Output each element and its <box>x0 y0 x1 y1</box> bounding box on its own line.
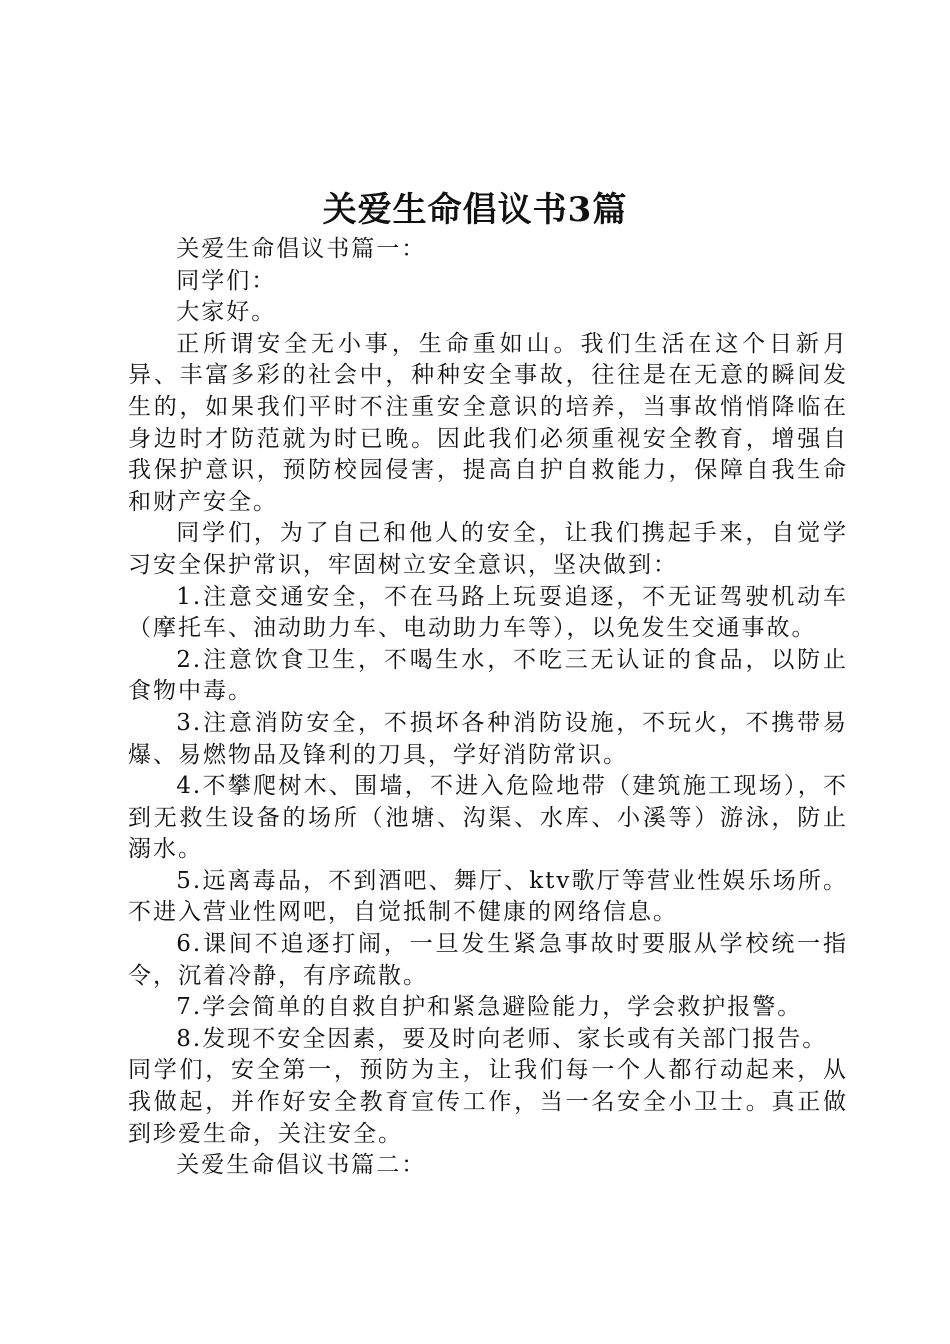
section-heading: 关爱生命倡议书篇一： <box>176 236 427 262</box>
closing-paragraph: 同学们，安全第一，预防为主，让我们每一个人都行动起来，从我做起，并作好安全教育宣传工作，当一名安全小卫士。真正做到珍爱生命，关注安全。 <box>128 1057 848 1147</box>
salutation: 同学们： <box>176 267 277 294</box>
list-item: 2.注意饮食卫生，不喝生水，不吃三无认证的食品，以防止食物中毒。 <box>128 646 848 705</box>
list-item: 4.不攀爬树木、围墙，不进入危险地带（建筑施工现场），不到无救生设备的场所（池塘、沟渠、水库、小溪等）游泳，防止溺水。 <box>128 773 848 863</box>
list-item: 8.发现不安全因素，要及时向老师、家长或有关部门报告。 <box>176 1025 828 1052</box>
list-item: 3.注意消防安全，不损坏各种消防设施，不玩火，不携带易爆、易燃物品及锋利的刀具，学好消防常识。 <box>128 709 848 768</box>
document-body <box>128 234 848 1182</box>
list-item: 6.课间不追逐打闹，一旦发生紧急事故时要服从学校统一指令，沉着冷静，有序疏散。 <box>128 931 848 989</box>
list-item: 5.远离毒品，不到酒吧、舞厅、ktv歌厅等营业性娱乐场所。不进入营业性网吧，自觉抵制不健康的网络信息。 <box>128 867 848 926</box>
section-heading: 关爱生命倡议书篇二： <box>176 1152 427 1179</box>
greeting: 大家好。 <box>176 299 277 326</box>
document-title: 关爱生命倡议书3篇 <box>322 190 628 230</box>
list-item: 7.学会简单的自救自护和紧急避险能力，学会救护报警。 <box>176 994 803 1021</box>
list-item: 1.注意交通安全，不在马路上玩耍追逐，不无证驾驶机动车（摩托车、油动助力车、电动助力车等），以免发生交通事故。 <box>128 583 848 642</box>
body-paragraph: 同学们，为了自己和他人的安全，让我们携起手来，自觉学习安全保护常识，牢固树立安全意识，坚决做到： <box>128 520 848 578</box>
body-paragraph: 正所谓安全无小事，生命重如山。我们生活在这个日新月异、丰富多彩的社会中，种种安全事故，往往是在无意的瞬间发生的，如果我们平时不注重安全意识的培养，当事故悄悄降临在身边时才防范就为时已晚。因此我们必须重视安全教育，增强自我保护意识，预防校园侵害，提高自护自救能力，保障自我生命和财产安全。 <box>128 330 848 515</box>
